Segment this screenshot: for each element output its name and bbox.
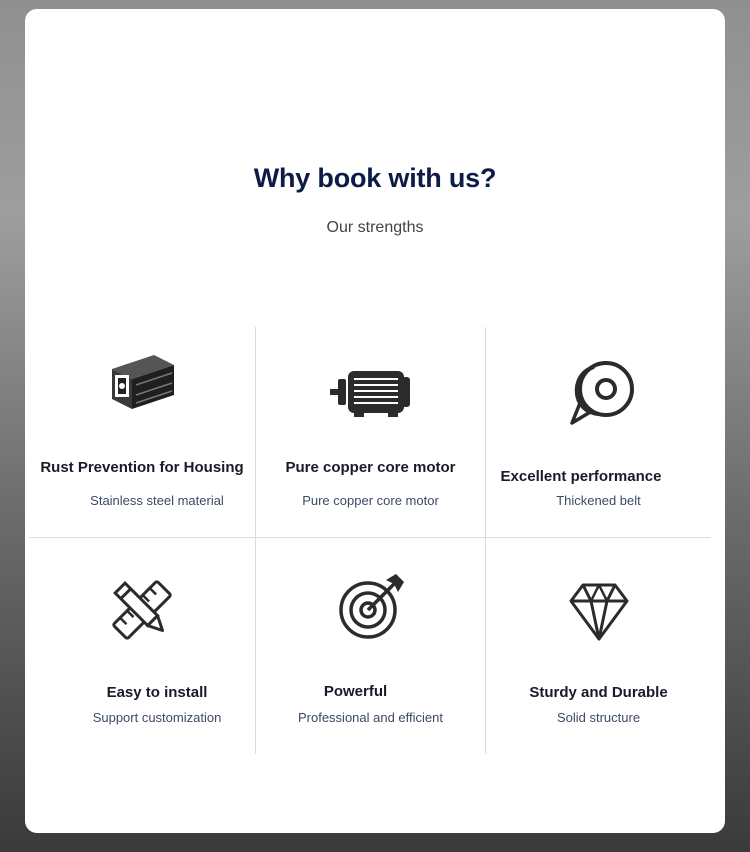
feature-title: Powerful <box>323 683 388 700</box>
diamond-icon <box>569 583 629 641</box>
section-subtitle: Our strengths <box>326 219 424 236</box>
feature-desc: Stainless steel material <box>90 493 224 508</box>
feature-desc: Thickened belt <box>556 493 641 508</box>
aluminum-profile-icon <box>106 351 178 413</box>
features-grid <box>29 327 711 754</box>
feature-title: Sturdy and Durable <box>529 684 668 701</box>
feature-rust-prevention <box>29 327 255 537</box>
feature-powerful <box>256 538 485 754</box>
feature-copper-motor <box>256 327 485 537</box>
ruler-pencil-icon <box>111 579 173 641</box>
feature-title: Easy to install <box>106 684 208 701</box>
feature-title: Excellent performance <box>500 468 662 485</box>
feature-desc: Pure copper core motor <box>302 493 439 508</box>
feature-excellent-performance <box>486 327 711 537</box>
feature-desc: Solid structure <box>556 710 641 725</box>
feature-title: Pure copper core motor <box>285 459 456 476</box>
feature-desc: Professional and efficient <box>297 710 444 725</box>
feature-sturdy-durable <box>486 538 711 754</box>
strengths-card <box>25 9 725 833</box>
section-title: Why book with us? <box>253 163 497 193</box>
tape-roll-icon <box>564 359 634 427</box>
target-arrow-icon <box>338 574 404 640</box>
feature-title: Rust Prevention for Housing <box>40 459 244 476</box>
feature-easy-install <box>29 538 255 754</box>
feature-desc: Support customization <box>92 710 222 725</box>
motor-icon <box>330 367 412 419</box>
